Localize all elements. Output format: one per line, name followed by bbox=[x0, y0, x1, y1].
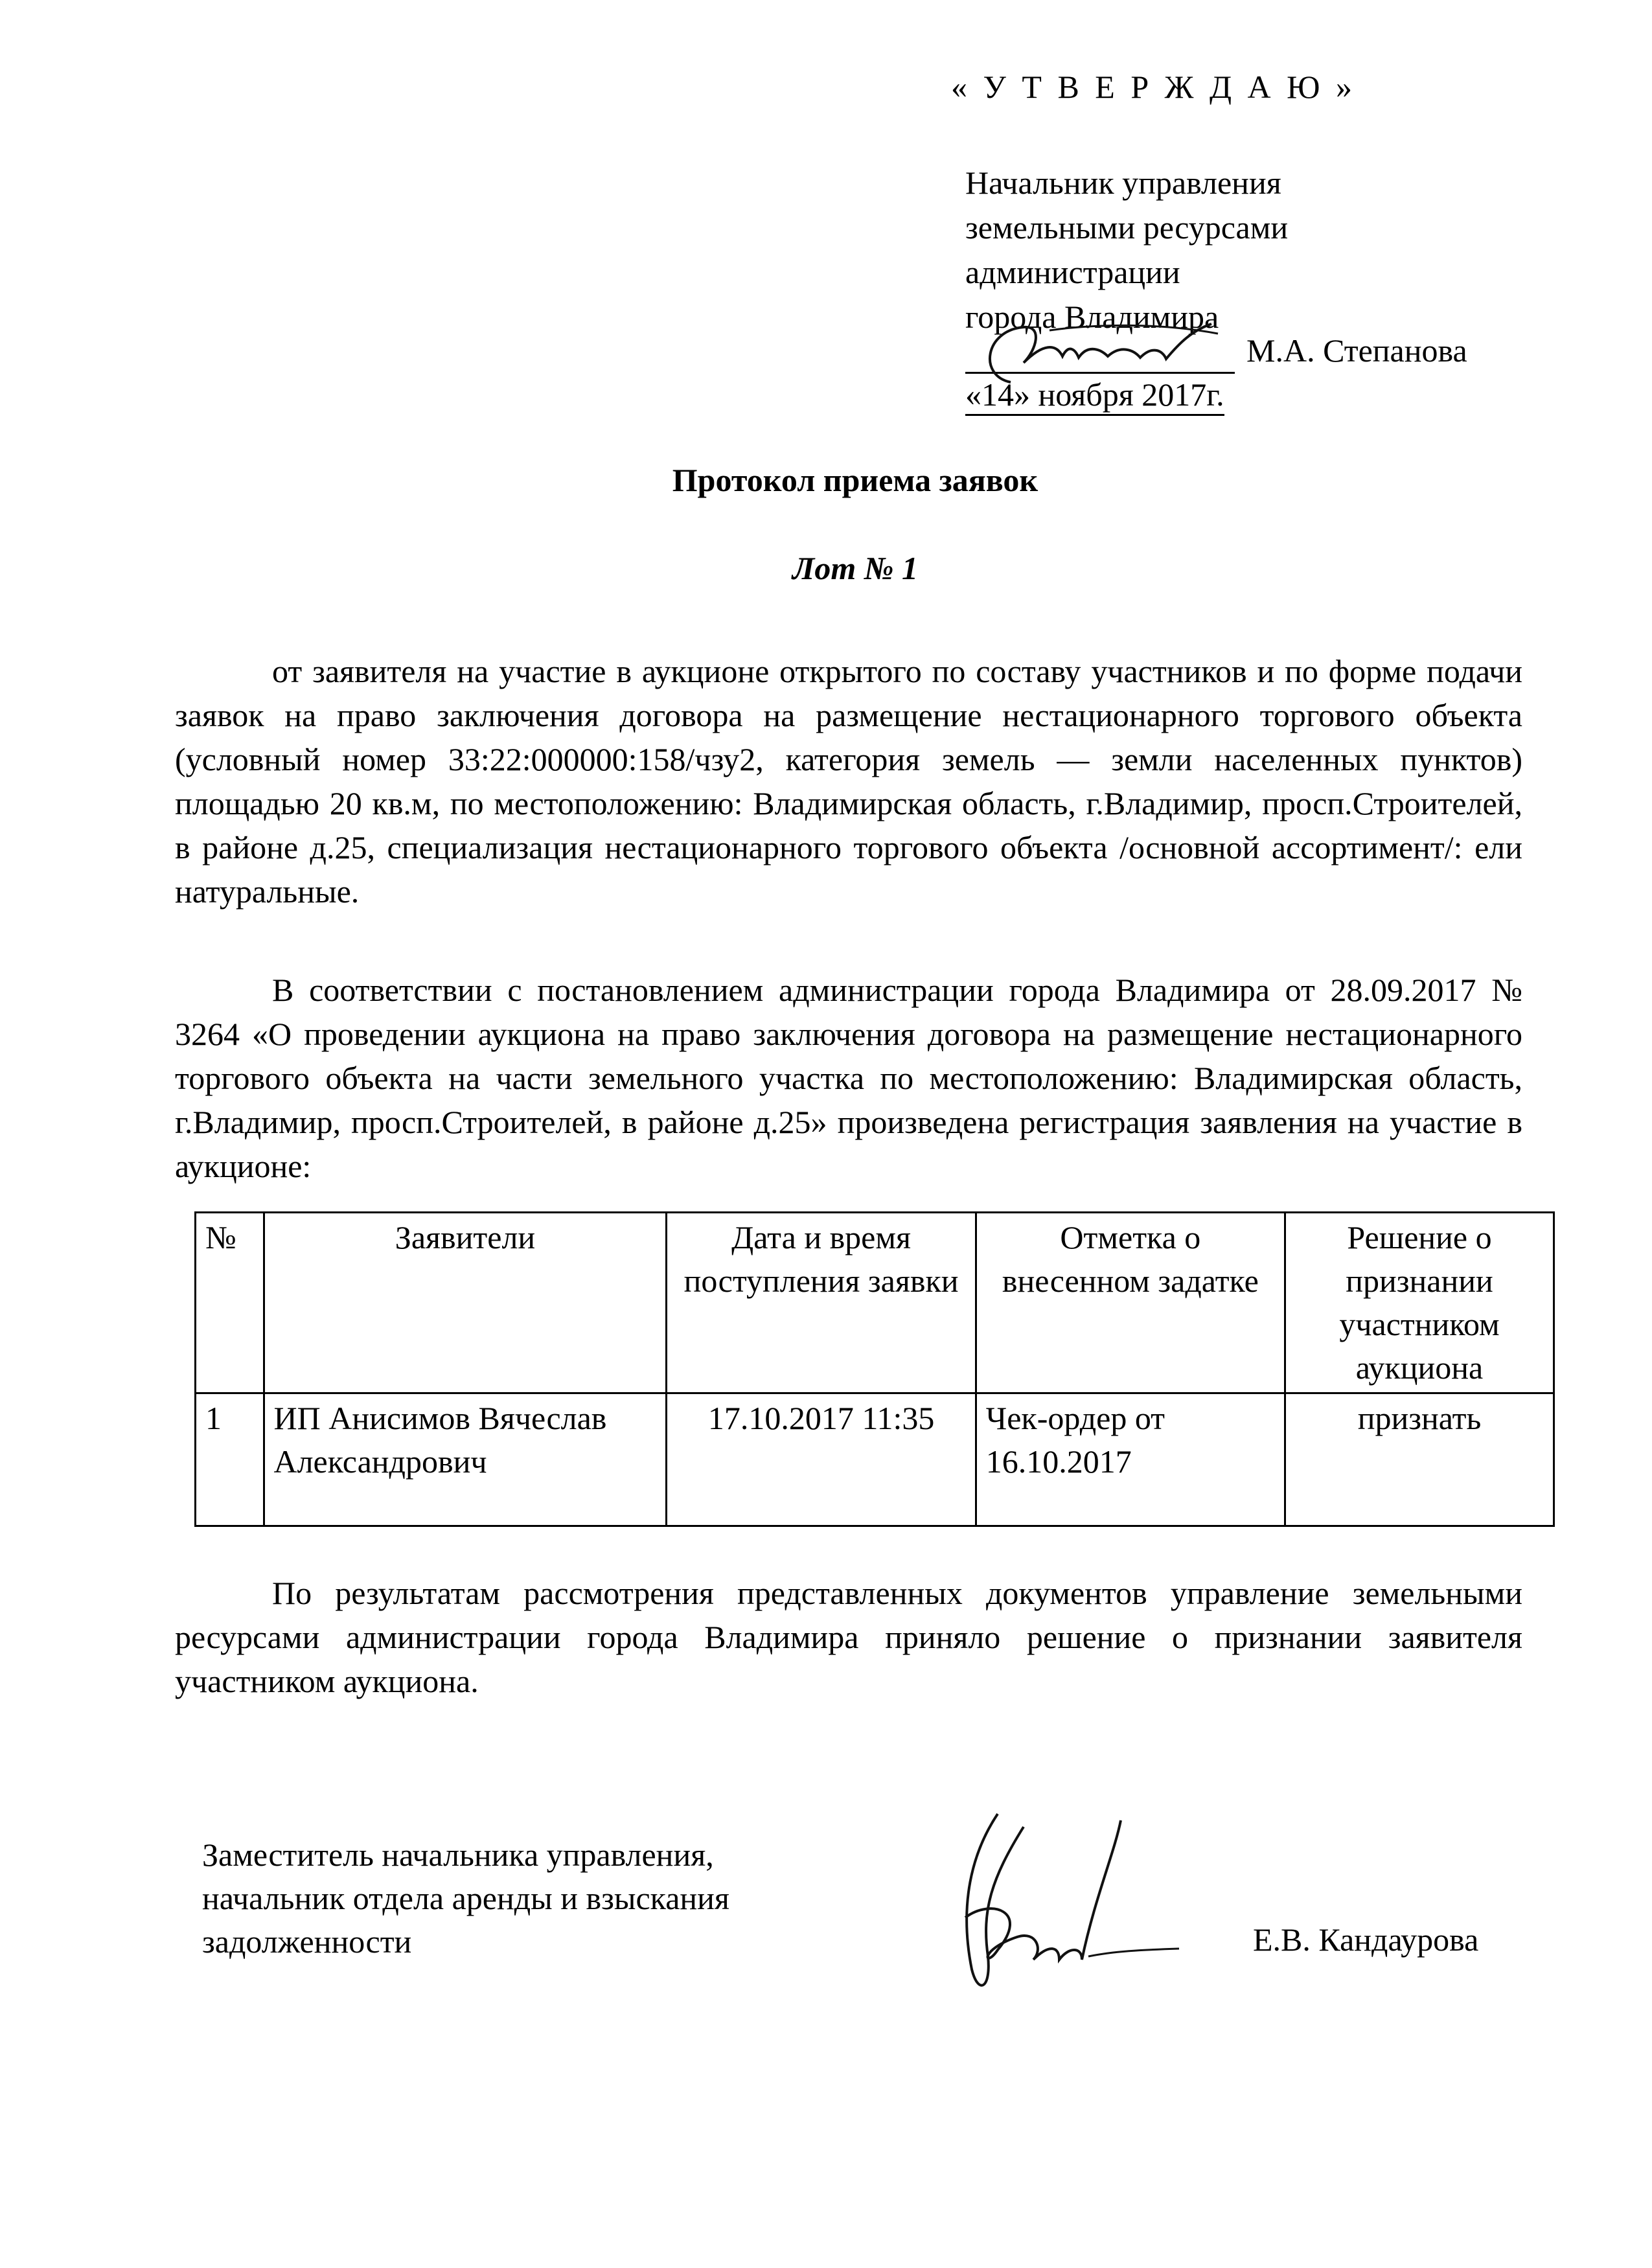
header-deposit: Отметка о внесенном задатке bbox=[976, 1213, 1285, 1393]
header-applicants: Заявители bbox=[264, 1213, 667, 1393]
signer-position-line: Заместитель начальника управления, bbox=[202, 1837, 714, 1873]
signer-position-line: задолженности bbox=[202, 1923, 412, 1960]
approval-line: администрации bbox=[965, 254, 1180, 290]
row-deposit: Чек-ордер от 16.10.2017 bbox=[976, 1393, 1285, 1526]
paragraph-applicant: от заявителя на участие в аукционе открытого по составу участников и по форме подачи заявок на право заключения договора на размещение нестационарного торгового объекта (условный номер 33:22:000000:158/чзу2, категория земель — земли населенных пунктов) площадью 20 кв.м, по местоположению: Владимирская область, г.Владимир, просп.Строителей, в районе д.25, специализация нестационарного торгового объекта /основной ассортимент/: ели натуральные. bbox=[175, 653, 1522, 910]
paragraph-regulation: В соответствии с постановлением администрации города Владимира от 28.09.2017 № 3264 «О проведении аукциона на право заключения договора на размещение нестационарного торгового объекта на части земельного участка по местоположению: Владимирская область, г.Владимир, просп.Строителей, в районе д.25» произведена регистрация заявления на участие в аукционе: bbox=[175, 972, 1522, 1184]
signer-position-line: начальник отдела аренды и взыскания bbox=[202, 1880, 729, 1916]
row-decision: признать bbox=[1285, 1393, 1554, 1526]
approval-heading: « У Т В Е Р Ж Д А Ю » bbox=[951, 69, 1357, 105]
row-number: 1 bbox=[196, 1393, 264, 1526]
table-header-row bbox=[196, 1213, 1554, 1393]
approval-date-text: «14» ноября 2017г. bbox=[965, 376, 1224, 416]
header-number: № bbox=[196, 1213, 264, 1393]
lot-number: Лот № 1 bbox=[792, 550, 918, 586]
approval-signer: М.А. Степанова bbox=[1246, 332, 1467, 369]
row-datetime: 17.10.2017 11:35 bbox=[667, 1393, 976, 1526]
handwritten-signature bbox=[920, 1801, 1192, 2008]
paragraph-decision: По результатам рассмотрения представленных документов управление земельными ресурсами администрации города Владимира приняло решение о признании заявителя участником аукциона. bbox=[175, 1575, 1522, 1699]
signer-name: Е.В. Кандаурова bbox=[1253, 1921, 1479, 1958]
registration-table bbox=[194, 1211, 1555, 1527]
approval-line: города Владимира bbox=[965, 299, 1219, 335]
document-title: Протокол приема заявок bbox=[672, 462, 1038, 498]
approval-line: Начальник управления bbox=[965, 165, 1281, 201]
table-row bbox=[196, 1393, 1554, 1526]
row-applicant: ИП Анисимов Вячеслав Александрович bbox=[264, 1393, 667, 1526]
signer-position bbox=[202, 1833, 729, 1964]
header-datetime: Дата и время поступления заявки bbox=[667, 1213, 976, 1393]
approval-line: земельными ресурсами bbox=[965, 209, 1289, 246]
header-decision: Решение о признании участником аукциона bbox=[1285, 1213, 1554, 1393]
approval-date bbox=[965, 376, 1224, 413]
